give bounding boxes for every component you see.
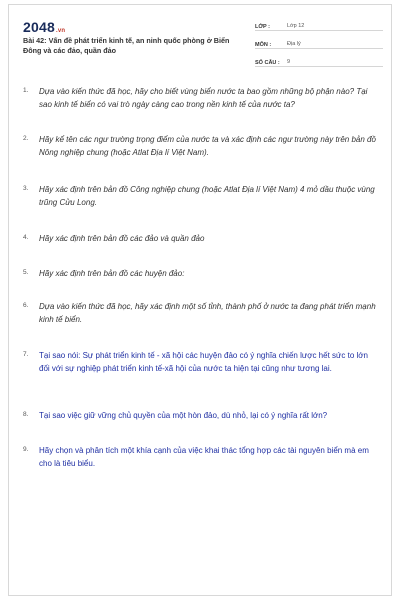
question-item[interactable] — [23, 300, 379, 326]
question-text: Dựa vào kiến thức đã học, hãy cho biết vùng biển nước ta bao gồm những bộ phận nào? Tại sao kinh tế biển có vai trò ngày càng cao trong nền kinh tế của nước ta? — [39, 87, 368, 109]
meta-label: MÔN : — [255, 42, 272, 48]
question-text: Hãy xác định trên bản đồ các đảo và quần đảo — [39, 234, 205, 243]
logo-suffix: .vn — [55, 28, 66, 34]
question-text: Hãy chọn và phân tích một khía cạnh của việc khai thác tổng hợp các tài nguyên biển mà em cho là tiêu biểu. — [39, 446, 369, 468]
meta-label: SỐ CÂU : — [255, 60, 280, 66]
meta-value: 9 — [287, 59, 291, 65]
question-text: Hãy xác định trên bản đồ Công nghiệp chung (hoặc Atlat Địa lí Việt Nam) 4 mỏ dầu thuộc vùng trũng Cửu Long. — [39, 185, 375, 207]
meta-row-count — [255, 53, 383, 67]
question-number: 4. — [23, 234, 29, 241]
meta-value: Địa lý — [287, 41, 301, 47]
question-number: 6. — [23, 302, 29, 309]
question-number: 5. — [23, 269, 29, 276]
question-text: Tại sao nói: Sự phát triển kinh tế - xã hội các huyện đảo có ý nghĩa chiến lược hết sức to lớn đối với sự nghiệp phát triển kinh tế-xã hội của nước ta hiện tại cũng như tương lai. — [39, 351, 368, 373]
logo-main: 2048 — [23, 19, 55, 35]
question-item[interactable] — [23, 133, 379, 159]
meta-row-class — [255, 17, 383, 31]
question-number: 9. — [23, 446, 29, 453]
question-item[interactable] — [23, 85, 379, 111]
meta-panel — [255, 17, 383, 71]
question-number: 2. — [23, 135, 29, 142]
question-item[interactable] — [23, 444, 379, 470]
question-item[interactable] — [23, 183, 379, 209]
question-number: 8. — [23, 411, 29, 418]
meta-value: Lớp 12 — [287, 23, 305, 29]
meta-row-subject — [255, 35, 383, 49]
question-text: Dựa vào kiến thức đã học, hãy xác định một số tỉnh, thành phố ở nước ta đang phát triển mạnh kinh tế biển. — [39, 302, 376, 324]
worksheet-page — [8, 4, 392, 596]
question-text: Tại sao việc giữ vững chủ quyền của một hòn đảo, dù nhỏ, lại có ý nghĩa rất lớn? — [39, 411, 328, 420]
site-logo[interactable] — [23, 19, 65, 35]
question-number: 7. — [23, 351, 29, 358]
question-item[interactable] — [23, 232, 379, 245]
lesson-title: Bài 42: Vấn đề phát triển kinh tế, an ninh quốc phòng ở Biển Đông và các đảo, quần đảo — [23, 36, 230, 55]
question-item[interactable] — [23, 409, 379, 422]
question-number: 1. — [23, 87, 29, 94]
question-number: 3. — [23, 185, 29, 192]
question-text: Hãy xác định trên bản đồ các huyện đảo: — [39, 269, 185, 278]
question-item[interactable] — [23, 349, 379, 375]
question-item[interactable] — [23, 267, 379, 280]
meta-label: LỚP : — [255, 24, 270, 30]
question-text: Hãy kể tên các ngư trường trọng điểm của nước ta và xác định các ngư trường này trên bản đồ Nông nghiệp chung (hoặc Atlat Địa lí Việt Nam). — [39, 135, 376, 157]
